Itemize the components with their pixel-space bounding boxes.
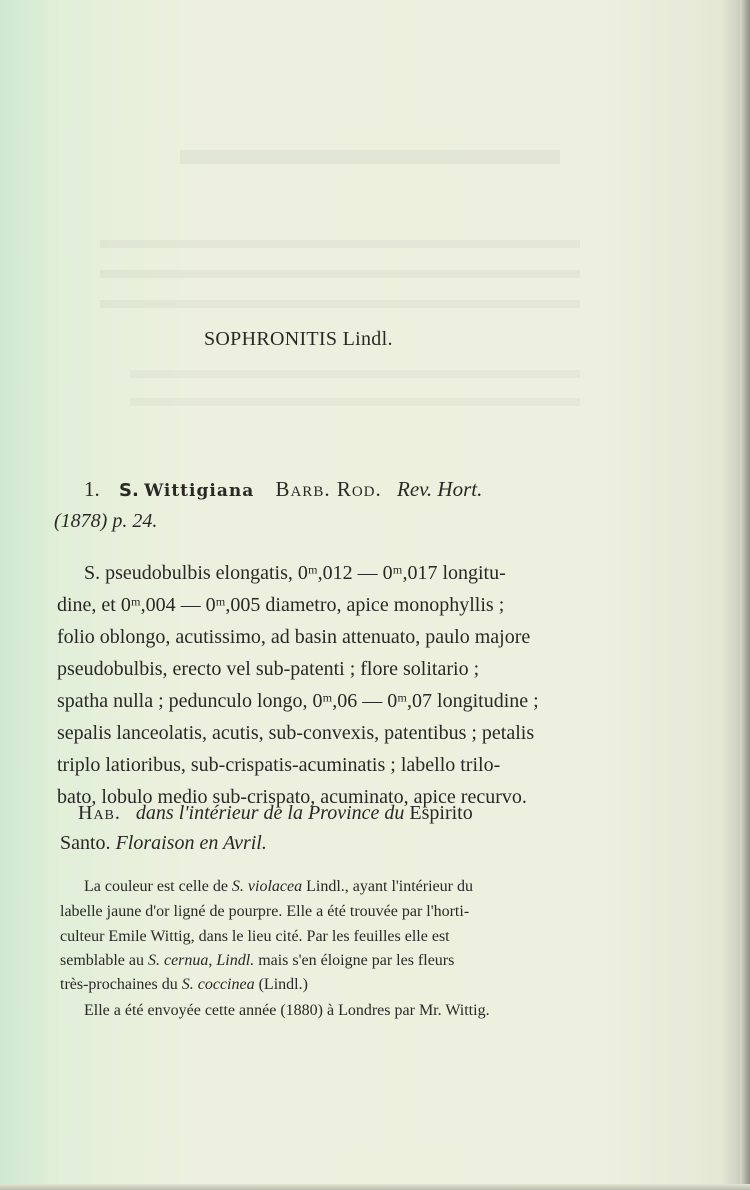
note-line	[84, 878, 473, 896]
note-line	[60, 952, 454, 970]
habitat-line-1	[78, 802, 473, 825]
habitat-place: Espirito	[409, 802, 473, 824]
bleed-through-shadow	[100, 240, 580, 330]
habitat-text: dans l'intérieur de la Province du	[135, 802, 405, 824]
bleed-through-shadow	[180, 150, 560, 164]
note-text: mais s'en éloigne par les fleurs	[254, 952, 455, 969]
note-line: culteur Emile Wittig, dans le lieu cité. Par les feuilles elle est	[60, 928, 450, 945]
description-line: bato, lobulo medio sub-crispato, acuminato, apice recurvo.	[57, 786, 527, 808]
habitat-place-end: Santo.	[60, 832, 111, 854]
page-bottom-edge	[0, 1184, 750, 1190]
note-text: (Lindl.)	[254, 976, 308, 993]
bleed-through-shadow	[130, 370, 580, 410]
description-line: folio oblongo, acutissimo, ad basin attenuato, paulo majore	[57, 626, 531, 648]
page-title: SOPHRONITIS Lindl.	[204, 328, 393, 350]
note-text: La couleur est celle de	[84, 878, 232, 895]
description-line: sepalis lanceolatis, acutis, sub-convexis, patentibus ; petalis	[57, 722, 535, 744]
author-citation: Barb. Rod.	[275, 477, 382, 501]
note-line: labelle jaune d'or ligné de pourpre. Elle a été trouvée par l'horti-	[60, 903, 470, 920]
description-line: pseudobulbis, erecto vel sub-patenti ; flore solitario ;	[57, 658, 480, 680]
species-entry-heading	[84, 477, 482, 502]
reference-title: Rev. Hort.	[397, 477, 483, 501]
habitat-line-2	[60, 832, 267, 855]
note-species: S. coccinea	[181, 976, 255, 993]
genus-abbreviation: S.	[119, 480, 139, 501]
description-line: S. pseudobulbis elongatis, 0ᵐ,012 — 0ᵐ,017 longitu-	[84, 562, 506, 584]
note-line	[60, 976, 308, 994]
flowering-time: Floraison en Avril.	[115, 832, 267, 854]
note-species: S. cernua, Lindl.	[147, 952, 255, 969]
reference-year-page: (1878) p. 24.	[54, 510, 158, 532]
note-species: S. violacea	[231, 878, 303, 895]
species-epithet: Wittigiana	[144, 481, 255, 501]
entry-number: 1.	[84, 477, 100, 501]
description-line: triplo latioribus, sub-crispatis-acuminatis ; labello trilo-	[57, 754, 501, 776]
note-text: très-prochaines du	[60, 976, 182, 993]
note-text: Lindl., ayant l'intérieur du	[302, 878, 473, 895]
note-text: semblable au	[60, 952, 148, 969]
note-line: Elle a été envoyée cette année (1880) à Londres par Mr. Wittig.	[84, 1002, 490, 1019]
page-right-edge	[740, 0, 750, 1190]
description-line: spatha nulla ; pedunculo longo, 0ᵐ,06 — 0ᵐ,07 longitudine ;	[57, 690, 539, 712]
description-line: dine, et 0ᵐ,004 — 0ᵐ,005 diametro, apice monophyllis ;	[57, 594, 505, 616]
habitat-label: Hab.	[78, 802, 121, 824]
